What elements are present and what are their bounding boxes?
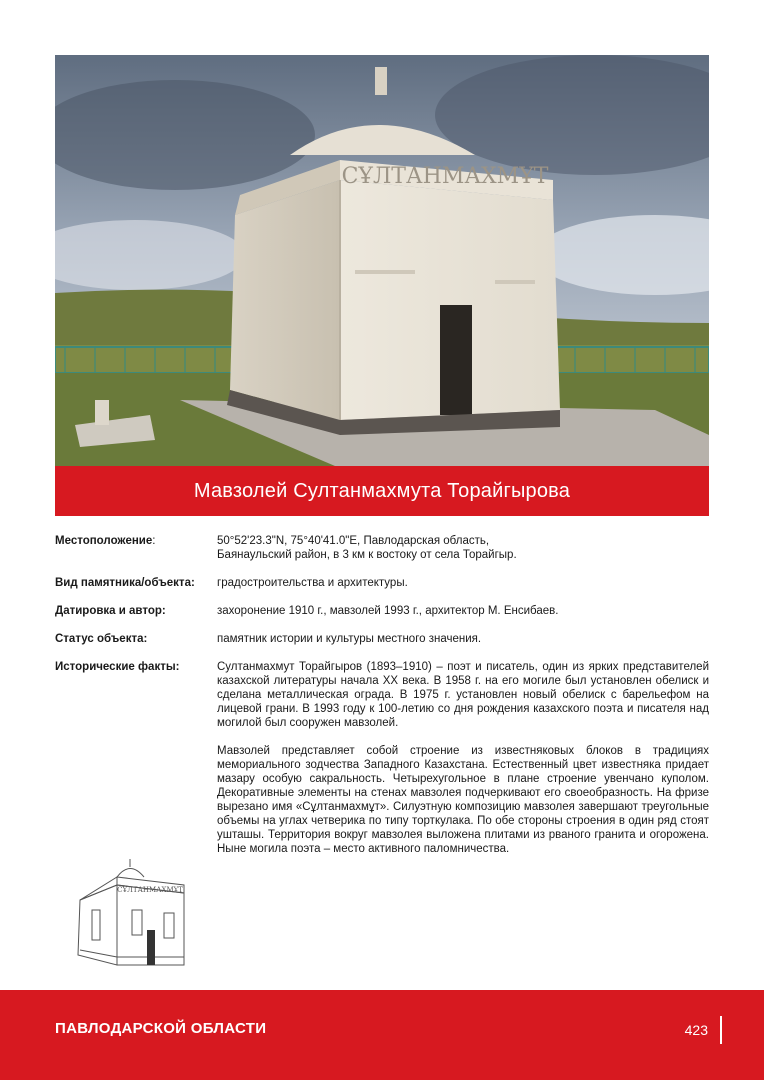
field-label: Статус объекта:: [55, 633, 148, 645]
field-location: [55, 534, 709, 562]
mausoleum-photo: [55, 55, 709, 466]
field-value: [217, 660, 709, 856]
svg-text:СҰЛТАНМАХМҰТ: СҰЛТАНМАХМҰТ: [341, 164, 549, 189]
footer-title: ПАВЛОДАРСКОЙ ОБЛАСТИ: [55, 1020, 267, 1037]
field-label: Датировка и автор:: [55, 605, 166, 617]
page-number: 423: [684, 1022, 708, 1038]
field-value: захоронение 1910 г., мавзолей 1993 г., архитектор М. Енсибаев.: [217, 605, 559, 617]
field-label: Исторические факты:: [55, 661, 180, 673]
history-paragraph: Мавзолей представляет собой строение из известняковых блоков в традициях мемориального зодчества Западного Казахстана. Естественный цвет известняка придает мазару особую сакральность. Четырехугольное в плане строение увенчано куполом. Декоративные элементы на стенах мавзолея подчеркивают его своеобразность. На фризе вырезано имя «Сұлтанмахмұт». Силуэтную композицию мавзолея завершают треугольные объемы на углах четверика по типу торткулака. По обе стороны строения в один ряд стоят ушташы. Территория вокруг мавзолея выложена плитами из рваного гранита и огорожена. Ныне могила поэта – место активного паломничества.: [217, 745, 709, 855]
field-value: градостроительства и архитектуры.: [217, 577, 408, 589]
info-section: [55, 534, 709, 870]
mausoleum-sketch: [72, 855, 192, 980]
history-paragraph: Султанмахмут Торайгыров (1893–1910) – поэт и писатель, один из ярких представителей казахской литературы начала XX века. В 1958 г. на его могиле был установлен обелиск и сделана металлическая ограда. В 1975 г. установлен новый обелиск с барельефом на лицевой грани. В 1993 году к 100-летию со дня рождения казахского поэта и писателя над могилой был сооружен мавзолей.: [217, 661, 709, 729]
field-type: [55, 576, 709, 590]
field-dating: [55, 604, 709, 618]
field-label: Местоположение:: [55, 535, 156, 547]
field-label: Вид памятника/объекта:: [55, 577, 195, 589]
page-footer: [0, 990, 764, 1080]
field-history: [55, 660, 709, 856]
field-value: 50°52'23.3"N, 75°40'41.0"E, Павлодарская область, Баянаульский район, в 3 км к востоку от села Торайгыр.: [217, 535, 517, 561]
page-divider: [720, 1016, 722, 1044]
monument-title: Мавзолей Султанмахмута Торайгырова: [55, 466, 709, 516]
field-value: памятник истории и культуры местного значения.: [217, 633, 482, 645]
field-status: [55, 632, 709, 646]
svg-text:СҰЛТАНМАХМҰТ: СҰЛТАНМАХМҰТ: [117, 886, 183, 894]
